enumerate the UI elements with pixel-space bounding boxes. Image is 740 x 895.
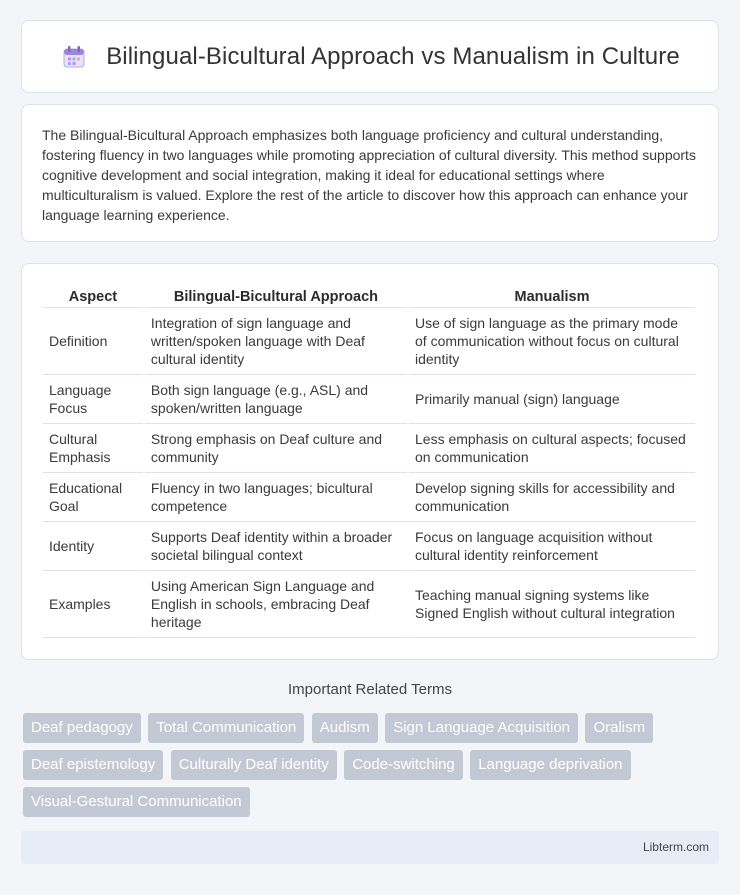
term-tag[interactable]: Total Communication: [148, 713, 304, 743]
row-bilingual: Supports Deaf identity within a broader societal bilingual context: [145, 522, 407, 571]
related-terms-list: [23, 713, 723, 824]
term-tag[interactable]: Culturally Deaf identity: [171, 750, 337, 780]
row-bilingual: Fluency in two languages; bicultural competence: [145, 473, 407, 522]
table-header-row: [43, 284, 695, 308]
row-manualism: Teaching manual signing systems like Signed English without cultural integration: [409, 571, 695, 638]
footer-site-link[interactable]: Libterm.com: [642, 840, 709, 854]
term-tag[interactable]: Visual-Gestural Communication: [23, 787, 250, 817]
table-row: [43, 424, 695, 473]
term-tag[interactable]: Language deprivation: [470, 750, 630, 780]
row-bilingual: Both sign language (e.g., ASL) and spoken/written language: [145, 375, 407, 424]
header-bilingual: Bilingual-Bicultural Approach: [145, 284, 407, 308]
row-aspect: Language Focus: [43, 375, 143, 424]
footer: [21, 831, 719, 864]
table-row: [43, 571, 695, 638]
comparison-card: [21, 263, 719, 660]
term-tag[interactable]: Sign Language Acquisition: [385, 713, 578, 743]
term-tag[interactable]: Code-switching: [344, 750, 463, 780]
row-manualism: Develop signing skills for accessibility and communication: [409, 473, 695, 522]
term-tag[interactable]: Oralism: [585, 713, 653, 743]
row-manualism: Focus on language acquisition without cultural identity reinforcement: [409, 522, 695, 571]
row-bilingual: Integration of sign language and written/spoken language with Deaf cultural identity: [145, 308, 407, 375]
table-row: [43, 308, 695, 375]
title-card: [21, 20, 719, 93]
row-manualism: Less emphasis on cultural aspects; focused on communication: [409, 424, 695, 473]
row-aspect: Definition: [43, 308, 143, 375]
term-tag[interactable]: Deaf pedagogy: [23, 713, 141, 743]
table-row: [43, 473, 695, 522]
row-bilingual: Strong emphasis on Deaf culture and community: [145, 424, 407, 473]
calendar-icon: [60, 43, 88, 71]
intro-paragraph: The Bilingual-Bicultural Approach emphasizes both language proficiency and cultural understanding, fostering fluency in two languages while promoting appreciation of cultural diversity. This method supports cognitive development and social integration, making it ideal for educational settings where multiculturalism is valued. Explore the rest of the article to discover how this approach can enhance your language learning experience.: [42, 127, 696, 223]
term-tag[interactable]: Audism: [312, 713, 378, 743]
header-manualism: Manualism: [409, 284, 695, 308]
row-aspect: Cultural Emphasis: [43, 424, 143, 473]
comparison-table: [41, 284, 697, 638]
row-aspect: Educational Goal: [43, 473, 143, 522]
page-title: Bilingual-Bicultural Approach vs Manualism in Culture: [106, 42, 680, 70]
related-terms-heading: Important Related Terms: [288, 681, 452, 698]
term-tag[interactable]: Deaf epistemology: [23, 750, 163, 780]
row-manualism: Use of sign language as the primary mode of communication without focus on cultural identity: [409, 308, 695, 375]
header-aspect: Aspect: [43, 284, 143, 308]
table-row: [43, 522, 695, 571]
row-manualism: Primarily manual (sign) language: [409, 375, 695, 424]
row-aspect: Identity: [43, 522, 143, 571]
row-bilingual: Using American Sign Language and English in schools, embracing Deaf heritage: [145, 571, 407, 638]
intro-card: [21, 104, 719, 242]
row-aspect: Examples: [43, 571, 143, 638]
table-row: [43, 375, 695, 424]
